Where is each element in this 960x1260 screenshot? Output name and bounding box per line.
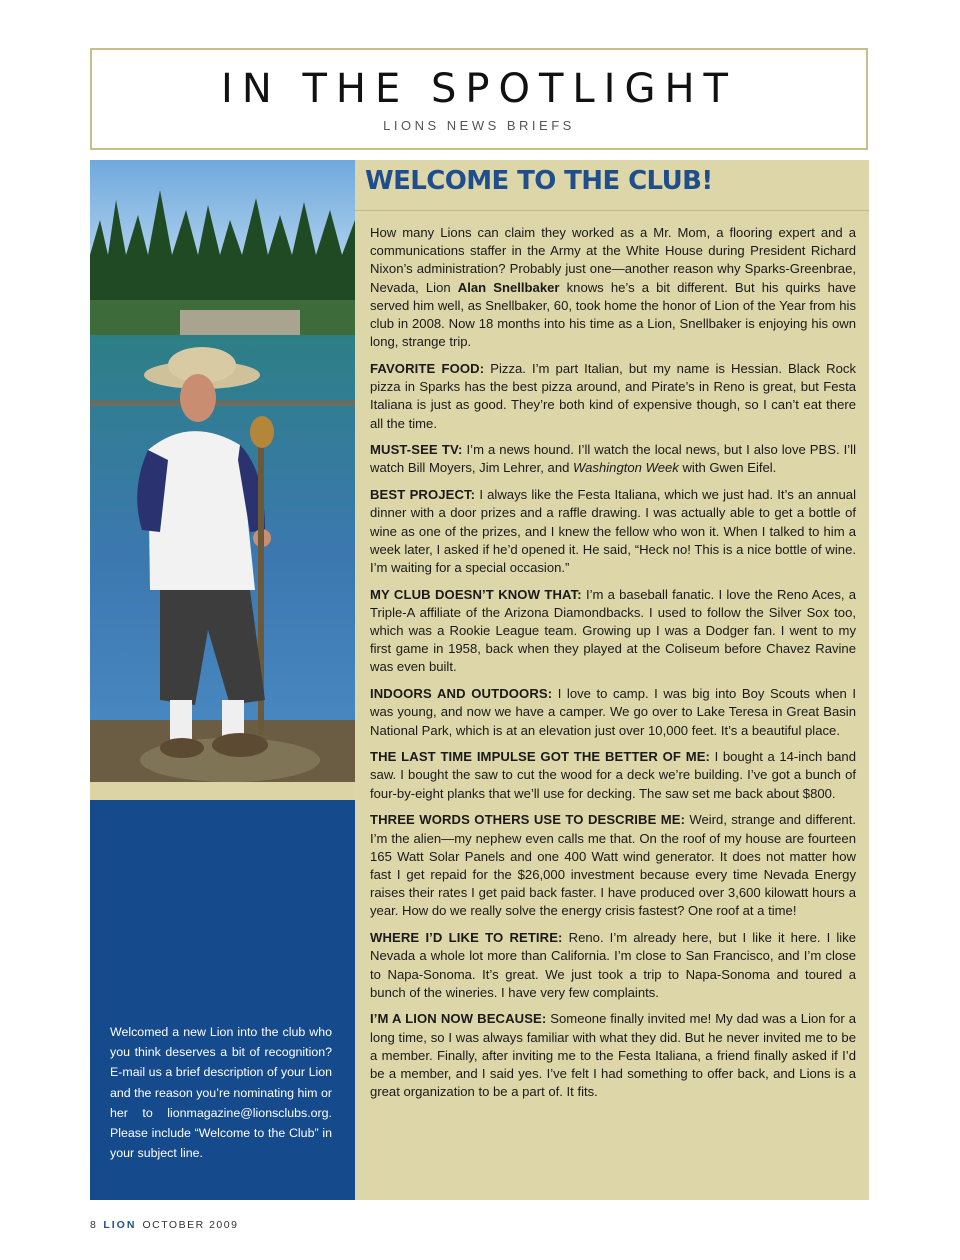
qa-question: MUST-SEE TV:	[370, 442, 463, 458]
qa-paragraph	[370, 929, 856, 1002]
qa-paragraph	[370, 486, 856, 577]
member-name: Alan Snellbaker	[457, 279, 560, 295]
qa-paragraph	[370, 748, 856, 803]
qa-question: BEST PROJECT:	[370, 487, 476, 503]
qa-answer: Pizza. I’m part Italian, but my name is Hessian. Black Rock pizza in Sparks has the best pizza around, and Pirate’s in Reno is great, but Festa Italiana is just as good. They’re both kind of expensive though, so I can’t eat there all the time.	[370, 360, 856, 431]
qa-answer: Weird, strange and different. I’m the alien—my nephew even calls me that. On the roof of my house are fourteen 165 Watt Solar Panels and one 400 Watt wind generator. It does not matter how fast I get repaid for the $26,000 investment because every time Nevada Energy raises their rates I get paid back faster. I have produced over 3,600 kilowatt hours a year. How do we really solve the energy crisis fastest? One roof at a time!	[370, 812, 856, 919]
issue-date: OCTOBER 2009	[142, 1219, 239, 1231]
page-footer	[90, 1219, 238, 1231]
qa-question: WHERE I’D LIKE TO RETIRE:	[370, 930, 563, 946]
qa-answer: Reno. I’m already here, but I like it here. I like Nevada a whole lot more than California. I’m close to San Francisco, and I’m close to Napa-Sonoma. It’s great. We just took a trip to Napa-Sonoma and toured a bunch of the wineries. I have very few complaints.	[370, 930, 857, 1000]
qa-question: THREE WORDS OTHERS USE TO DESCRIBE ME:	[370, 812, 686, 828]
article-body	[370, 224, 856, 1110]
qa-paragraph	[370, 1010, 856, 1101]
member-photo	[90, 160, 355, 782]
submission-note: Welcomed a new Lion into the club who you think deserves a bit of recognition? E-mail us a brief description of your Lion and the reason you’re nominating him or her to lionmagazine@lionsclubs.org. Please include “Welcome to the Club” in your subject line.	[110, 1025, 332, 1161]
qa-answer: I love to camp. I was big into Boy Scouts when I was young, and now we have a camper. We go over to Lake Teresa in Great Basin National Park, which is at an elevation just over 10,000 feet. It’s a beautiful place.	[370, 686, 856, 738]
qa-question: INDOORS AND OUTDOORS:	[370, 686, 553, 702]
qa-question: FAVORITE FOOD:	[370, 360, 485, 376]
qa-paragraph	[370, 586, 856, 677]
heading-rule	[355, 210, 869, 211]
photo-divider	[90, 782, 355, 800]
qa-question: MY CLUB DOESN’T KNOW THAT:	[370, 586, 582, 602]
intro-paragraph: How many Lions can claim they worked as a Mr. Mom, a flooring expert and a communications staffer in the Army at the White House during President Richard Nixon’s administration? Probably just one—another reason why Sparks-Greenbrae, Nevada, Lion Alan Snellbaker knows he’s a bit different. But his quirks have served him well, as Snellbaker, 60, took home the honor of Lion of the Year from his club in 2008. Now 18 months into his time as a Lion, Snellbaker is enjoying his own long, strange trip.	[370, 225, 856, 350]
qa-paragraph	[370, 811, 856, 920]
show-title: Washington Week	[573, 460, 679, 476]
page-subtitle: LIONS NEWS BRIEFS	[383, 118, 575, 133]
section-heading: WELCOME TO THE CLUB!	[365, 166, 713, 196]
qa-answer: Someone finally invited me! My dad was a Lion for a long time, so I was always familiar with what they did. But he never invited me to be a member. Finally, after inviting me to the Festa Italiana, a friend finally asked if I’d be a member, and I said yes. I’ve felt I had something to offer back, and Lions is a great organization to be a part of. It fits.	[370, 1011, 856, 1100]
qa-question: THE LAST TIME IMPULSE GOT THE BETTER OF ME:	[370, 749, 710, 765]
qa-question: I’M A LION NOW BECAUSE:	[370, 1011, 547, 1027]
qa-answer: I bought a 14-inch band saw. I bought the saw to cut the wood for a deck we’re building. I’ve got a bunch of four-by-eight planks that we’ll use for decking. The saw set me back about $800.	[370, 749, 856, 801]
qa-paragraph	[370, 360, 856, 433]
qa-paragraph	[370, 685, 856, 740]
qa-answer: I’m a baseball fanatic. I love the Reno Aces, a Triple-A affiliate of the Arizona Diamondbacks. I used to follow the Silver Sox too, which was a Rookie League team. Growing up I was a Dodger fan. I went to my first game in 1958, back when they played at the Coliseum before Chavez Ravine was even built.	[370, 586, 857, 675]
magazine-name: LION	[103, 1219, 137, 1231]
qa-paragraph: MUST-SEE TV: I’m a news hound. I’ll watch the local news, but I also love PBS. I’ll watch Bill Moyers, Jim Lehrer, and Washington Week with Gwen Eifel.	[370, 442, 856, 476]
spotlight-header	[90, 48, 868, 150]
page-number: 8	[90, 1219, 98, 1231]
page-title: IN THE SPOTLIGHT	[221, 66, 737, 112]
qa-answer: I always like the Festa Italiana, which we just had. It’s an annual dinner with a door prizes and a raffle drawing. I was actually able to get a bottle of wine as one of the prizes, and I knew the fellow who won it. When I talked to him a week later, I asked if he’d opened it. He said, “Heck no! This is a nice bottle of wine. I’m waiting for a special occasion.”	[370, 487, 856, 575]
qa-answer: I’m a news hound. I’ll watch the local news, but I also love PBS. I’ll watch Bill Moyers, Jim Lehrer, and	[370, 442, 856, 476]
